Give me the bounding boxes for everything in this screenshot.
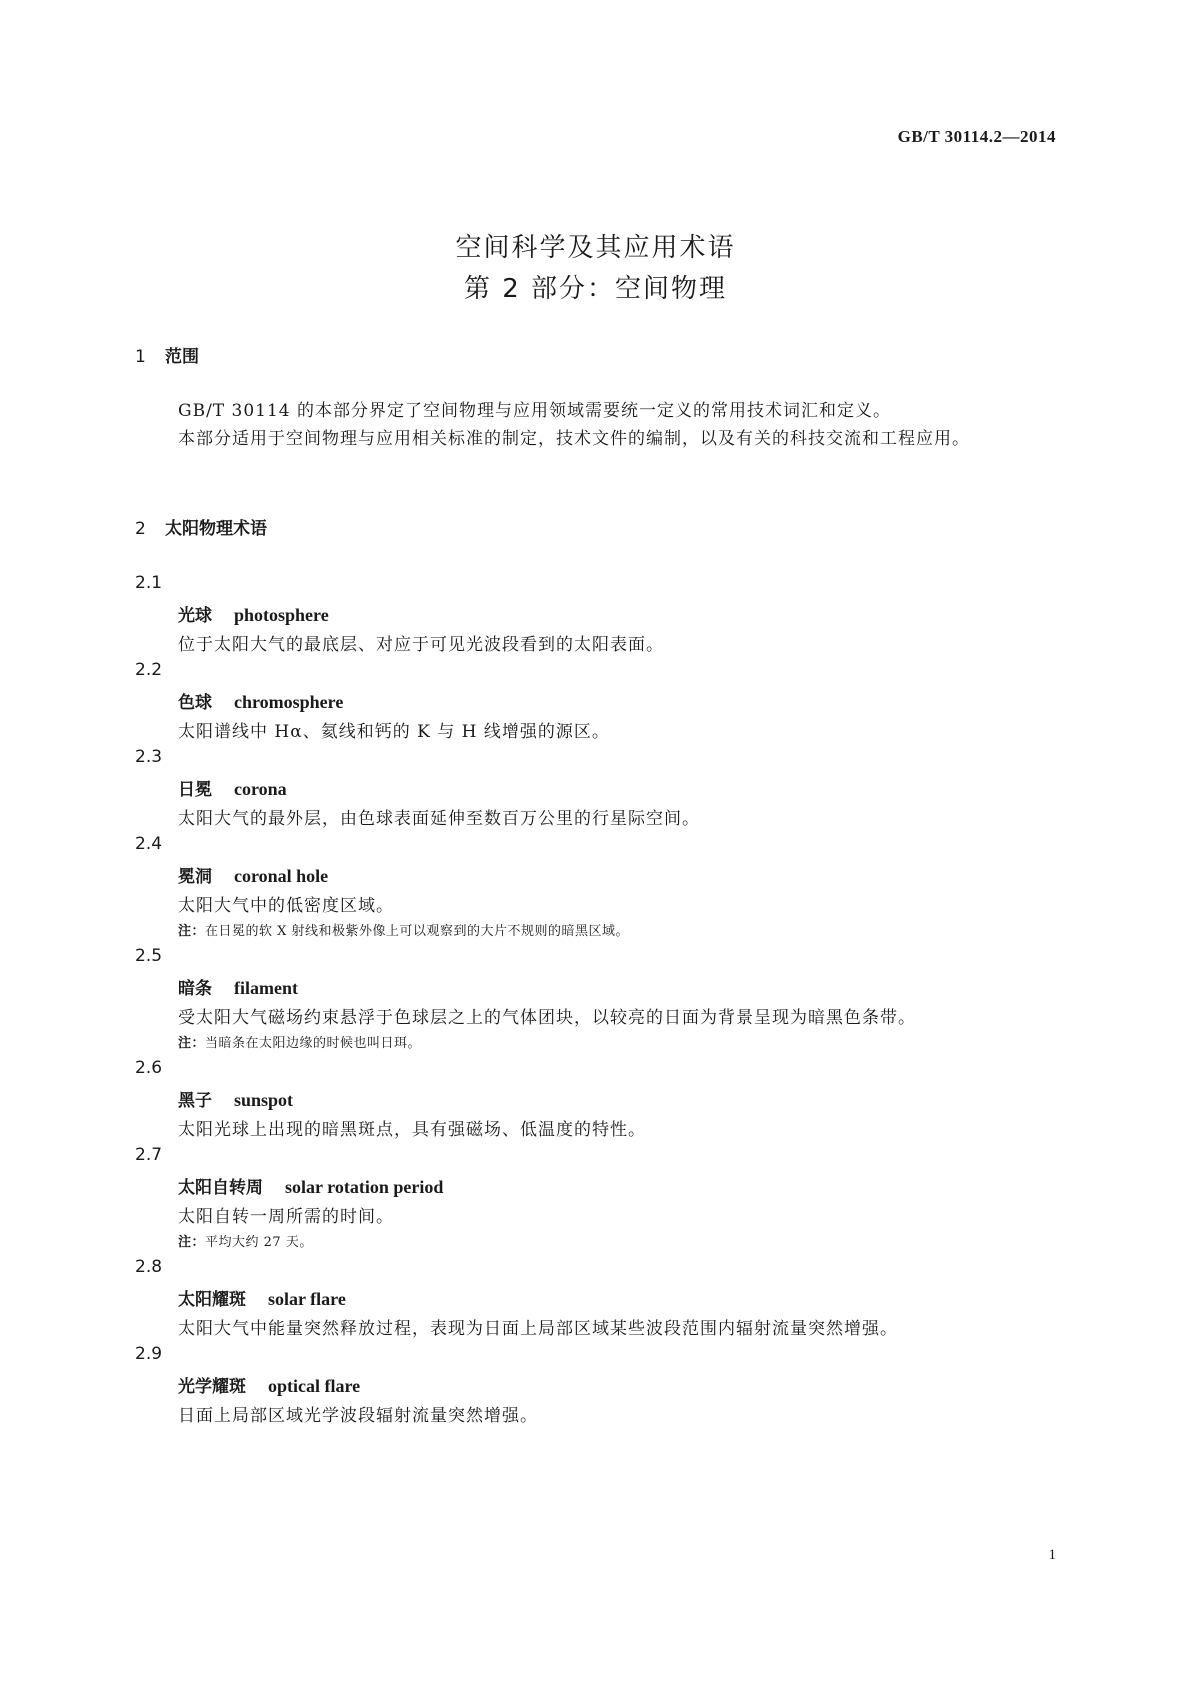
term-definition: 受太阳大气磁场约束悬浮于色球层之上的气体团块，以较亮的日面为背景呈现为暗黑色条带。 <box>178 1008 916 1028</box>
term-heading <box>178 688 343 713</box>
standard-number: GB/T 30114.2—2014 <box>897 127 1056 146</box>
term-definition: 太阳大气中能量突然释放过程，表现为日面上局部区域某些波段范围内辐射流量突然增强。 <box>178 1319 898 1339</box>
term-definition: 太阳自转一周所需的时间。 <box>178 1207 394 1227</box>
note-label: 注： <box>178 1235 206 1250</box>
term-definition: 日面上局部区域光学波段辐射流量突然增强。 <box>178 1406 538 1426</box>
term-number: 2.5 <box>135 946 163 966</box>
term-heading <box>178 862 328 887</box>
section-1-heading <box>135 342 199 367</box>
note-text: 在日冕的软 X 射线和极紫外像上可以观察到的大片不规则的暗黑区域。 <box>205 924 630 939</box>
section-1-paragraph-1: GB/T 30114 的本部分界定了空间物理与应用领域需要统一定义的常用技术词汇和定义。 <box>178 401 892 421</box>
term-heading <box>178 1173 443 1198</box>
term-heading <box>178 1285 346 1310</box>
term-english: solar flare <box>268 1289 346 1309</box>
section-title: 范围 <box>165 347 199 367</box>
term-english: sunspot <box>234 1090 294 1110</box>
term-number: 2.1 <box>135 573 163 593</box>
term-chinese: 光球 <box>178 606 212 626</box>
term-number: 2.8 <box>135 1257 163 1277</box>
term-definition: 太阳大气的最外层，由色球表面延伸至数百万公里的行星际空间。 <box>178 809 700 829</box>
term-number: 2.3 <box>135 747 163 767</box>
note-label: 注： <box>178 924 206 939</box>
term-chinese: 光学耀斑 <box>178 1377 246 1397</box>
term-heading <box>178 974 298 999</box>
section-2-heading <box>135 514 267 539</box>
term-english: solar rotation period <box>285 1177 444 1197</box>
term-english: optical flare <box>268 1376 361 1396</box>
term-english: chromosphere <box>234 692 344 712</box>
section-title: 太阳物理术语 <box>165 519 267 539</box>
term-definition: 太阳光球上出现的暗黑斑点，具有强磁场、低温度的特性。 <box>178 1120 646 1140</box>
term-heading <box>178 1372 360 1397</box>
term-note <box>178 1032 421 1051</box>
term-number: 2.2 <box>135 660 163 680</box>
term-english: filament <box>234 978 298 998</box>
term-number: 2.4 <box>135 834 163 854</box>
document-title-line2: 第 2 部分：空间物理 <box>463 274 728 304</box>
term-note <box>178 920 629 939</box>
term-chinese: 冕洞 <box>178 867 212 887</box>
term-note <box>178 1231 313 1250</box>
term-number: 2.6 <box>135 1058 163 1078</box>
section-number: 1 <box>135 347 146 367</box>
note-text: 平均大约 27 天。 <box>205 1235 313 1250</box>
document-title-line1: 空间科学及其应用术语 <box>455 233 736 263</box>
term-definition: 太阳大气中的低密度区域。 <box>178 896 394 916</box>
term-number: 2.7 <box>135 1145 163 1165</box>
term-english: photosphere <box>234 605 329 625</box>
term-chinese: 太阳耀斑 <box>178 1290 246 1310</box>
term-chinese: 日冕 <box>178 780 212 800</box>
term-definition: 太阳谱线中 Hα、氦线和钙的 K 与 H 线增强的源区。 <box>178 722 610 742</box>
term-english: coronal hole <box>234 866 329 886</box>
term-definition: 位于太阳大气的最底层、对应于可见光波段看到的太阳表面。 <box>178 635 664 655</box>
page-number: 1 <box>1048 1547 1056 1563</box>
term-english: corona <box>234 779 287 799</box>
term-number: 2.9 <box>135 1344 163 1364</box>
section-1-paragraph-2: 本部分适用于空间物理与应用相关标准的制定，技术文件的编制，以及有关的科技交流和工程应用。 <box>178 429 970 449</box>
note-text: 当暗条在太阳边缘的时候也叫日珥。 <box>205 1036 422 1051</box>
term-chinese: 黑子 <box>178 1091 212 1111</box>
term-chinese: 暗条 <box>178 979 212 999</box>
term-chinese: 太阳自转周 <box>178 1178 263 1198</box>
term-heading <box>178 1086 293 1111</box>
term-heading <box>178 775 287 800</box>
term-chinese: 色球 <box>178 693 212 713</box>
note-label: 注： <box>178 1036 206 1051</box>
term-heading <box>178 601 329 626</box>
section-number: 2 <box>135 519 146 539</box>
